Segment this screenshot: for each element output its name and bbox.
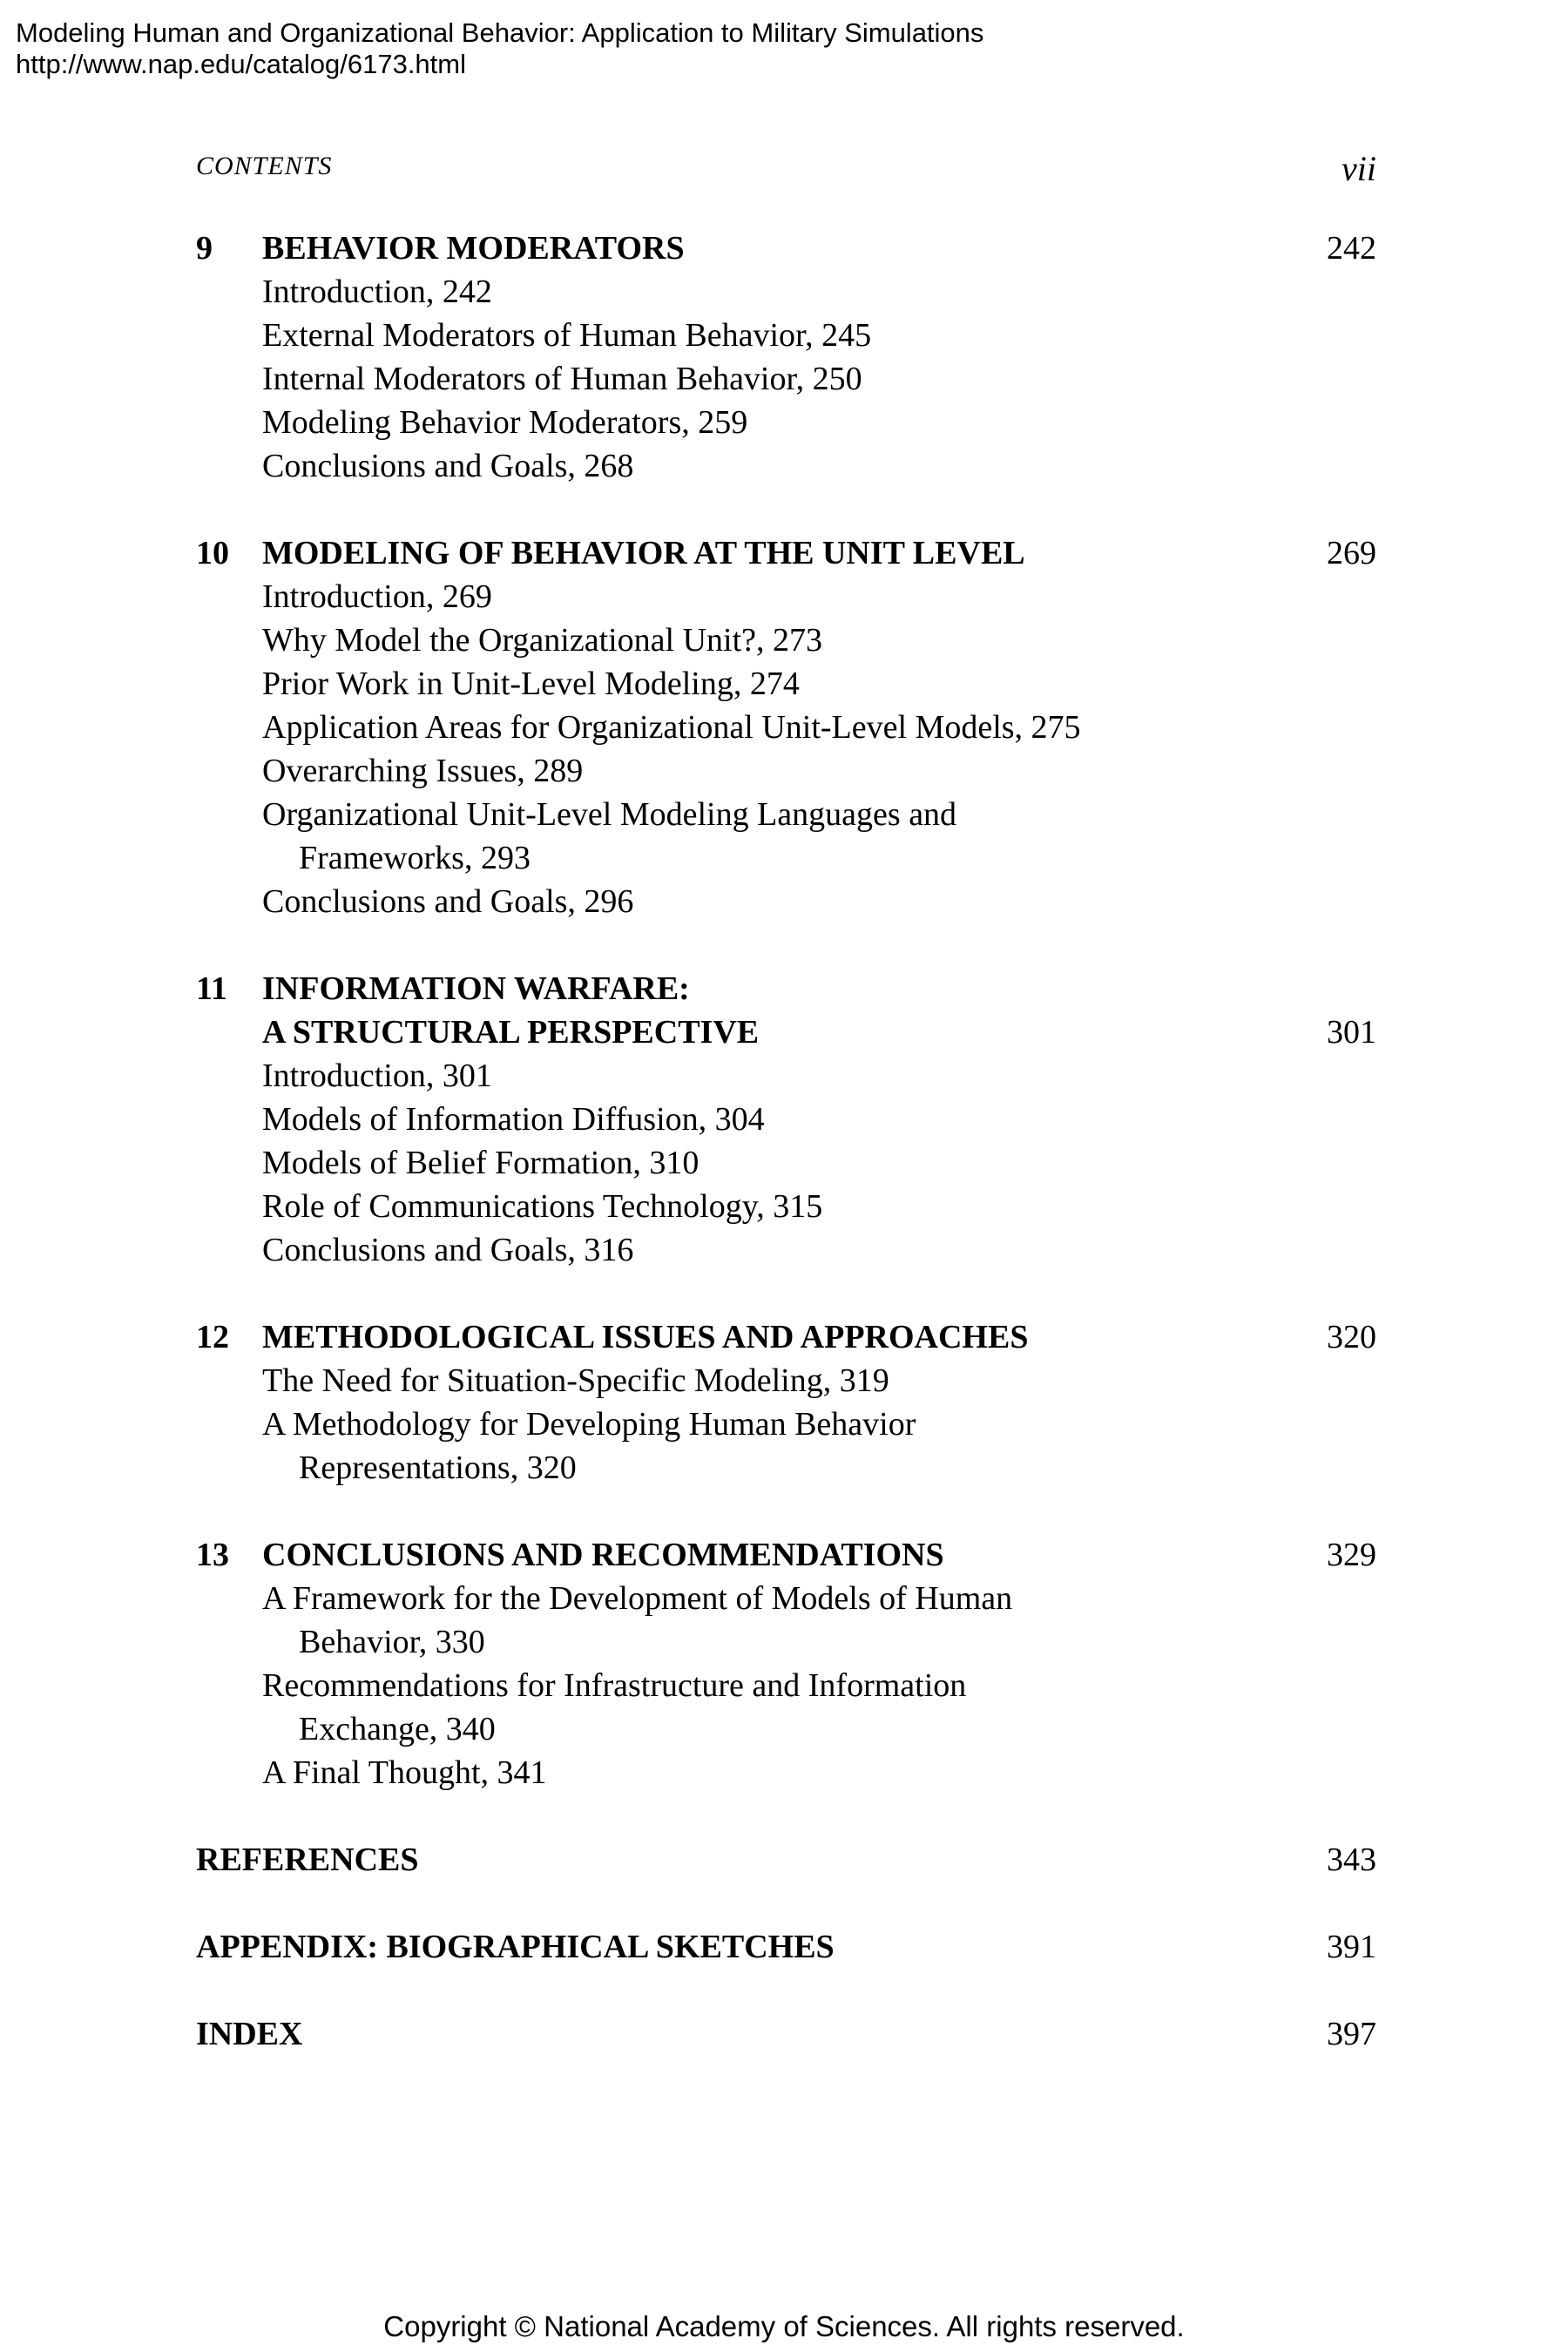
back-matter-page-number: 343 — [1327, 1842, 1376, 1878]
section-entry[interactable]: External Moderators of Human Behavior, 245 — [262, 317, 872, 354]
copyright-footer: Copyright © National Academy of Sciences. All rights reserved. — [383, 2310, 1185, 2342]
toc-chapter-11 — [196, 967, 1376, 1272]
back-matter-entry — [196, 1925, 1376, 1969]
back-matter-title[interactable]: INDEX — [196, 2016, 303, 2052]
chapter-heading-row — [196, 531, 1376, 575]
section-entry[interactable]: Application Areas for Organizational Unit-Level Models, 275 — [262, 709, 1081, 746]
chapter-title[interactable]: BEHAVIOR MODERATORS — [262, 230, 685, 267]
section-entry[interactable]: Models of Information Diffusion, 304 — [262, 1101, 765, 1138]
section-entry[interactable]: Introduction, 269 — [262, 578, 492, 615]
section-entry[interactable]: Behavior, 330 — [299, 1624, 485, 1660]
chapter-heading-row — [196, 226, 1376, 270]
section-entry[interactable]: Recommendations for Infrastructure and Information — [262, 1667, 967, 1704]
document-header — [16, 17, 983, 80]
running-head-contents: CONTENTS — [196, 152, 333, 180]
back-matter-page-number: 391 — [1327, 1929, 1376, 1965]
toc-chapter-12 — [196, 1315, 1376, 1490]
section-entry[interactable]: Exchange, 340 — [299, 1711, 496, 1747]
toc-chapter-10 — [196, 531, 1376, 923]
chapter-number: 13 — [196, 1537, 229, 1573]
section-entry[interactable]: Prior Work in Unit-Level Modeling, 274 — [262, 666, 800, 702]
back-matter-entry — [196, 2012, 1376, 2056]
chapter-title[interactable]: MODELING OF BEHAVIOR AT THE UNIT LEVEL — [262, 535, 1025, 571]
chapter-heading-row — [196, 1533, 1376, 1577]
section-entry[interactable]: The Need for Situation-Specific Modeling, 319 — [262, 1362, 889, 1399]
section-entry[interactable]: A Final Thought, 341 — [262, 1754, 547, 1791]
chapter-heading-row — [196, 1010, 1376, 1054]
chapter-number: 12 — [196, 1319, 229, 1355]
chapter-number: 10 — [196, 535, 229, 571]
table-of-contents — [196, 226, 1376, 2099]
section-entry[interactable]: Introduction, 242 — [262, 274, 492, 310]
chapter-page-number: 242 — [1327, 230, 1376, 267]
chapter-number: 9 — [196, 230, 213, 267]
chapter-title[interactable]: A STRUCTURAL PERSPECTIVE — [262, 1014, 760, 1051]
section-entry[interactable]: A Methodology for Developing Human Behavior — [262, 1406, 916, 1443]
chapter-heading-row — [196, 1315, 1376, 1359]
page-number-roman: vii — [1342, 149, 1376, 188]
chapter-number: 11 — [196, 970, 227, 1007]
toc-chapter-13 — [196, 1533, 1376, 1794]
section-entry[interactable]: Organizational Unit-Level Modeling Languages and — [262, 796, 957, 833]
back-matter-title[interactable]: APPENDIX: BIOGRAPHICAL SKETCHES — [196, 1929, 835, 1965]
source-url: http://www.nap.edu/catalog/6173.html — [16, 49, 466, 79]
back-matter-page-number: 397 — [1327, 2016, 1376, 2052]
chapter-heading-row — [196, 967, 1376, 1010]
section-entry[interactable]: Introduction, 301 — [262, 1058, 492, 1094]
section-entry[interactable]: Why Model the Organizational Unit?, 273 — [262, 622, 823, 659]
section-entry[interactable]: Role of Communications Technology, 315 — [262, 1188, 823, 1225]
section-entry[interactable]: Internal Moderators of Human Behavior, 250 — [262, 361, 862, 397]
toc-chapter-9 — [196, 226, 1376, 488]
chapter-page-number: 301 — [1327, 1014, 1376, 1051]
chapter-page-number: 329 — [1327, 1537, 1376, 1573]
section-entry[interactable]: Conclusions and Goals, 268 — [262, 448, 634, 484]
section-entry[interactable]: Conclusions and Goals, 316 — [262, 1232, 634, 1268]
book-title: Modeling Human and Organizational Behavior: Application to Military Simulations — [16, 17, 984, 48]
section-entry[interactable]: Frameworks, 293 — [299, 840, 531, 876]
chapter-page-number: 269 — [1327, 535, 1376, 571]
chapter-title[interactable]: CONCLUSIONS AND RECOMMENDATIONS — [262, 1537, 944, 1573]
back-matter-title[interactable]: REFERENCES — [196, 1842, 419, 1878]
section-entry[interactable]: Modeling Behavior Moderators, 259 — [262, 404, 748, 441]
section-entry[interactable]: Overarching Issues, 289 — [262, 753, 584, 789]
section-entry[interactable]: Conclusions and Goals, 296 — [262, 883, 634, 920]
running-head — [196, 148, 1376, 192]
chapter-page-number: 320 — [1327, 1319, 1376, 1355]
chapter-title[interactable]: INFORMATION WARFARE: — [262, 970, 690, 1007]
back-matter-entry — [196, 1838, 1376, 1882]
chapter-title[interactable]: METHODOLOGICAL ISSUES AND APPROACHES — [262, 1319, 1029, 1355]
section-entry[interactable]: A Framework for the Development of Models of Human — [262, 1580, 1013, 1617]
section-entry[interactable]: Models of Belief Formation, 310 — [262, 1145, 700, 1181]
section-entry[interactable]: Representations, 320 — [299, 1450, 577, 1486]
